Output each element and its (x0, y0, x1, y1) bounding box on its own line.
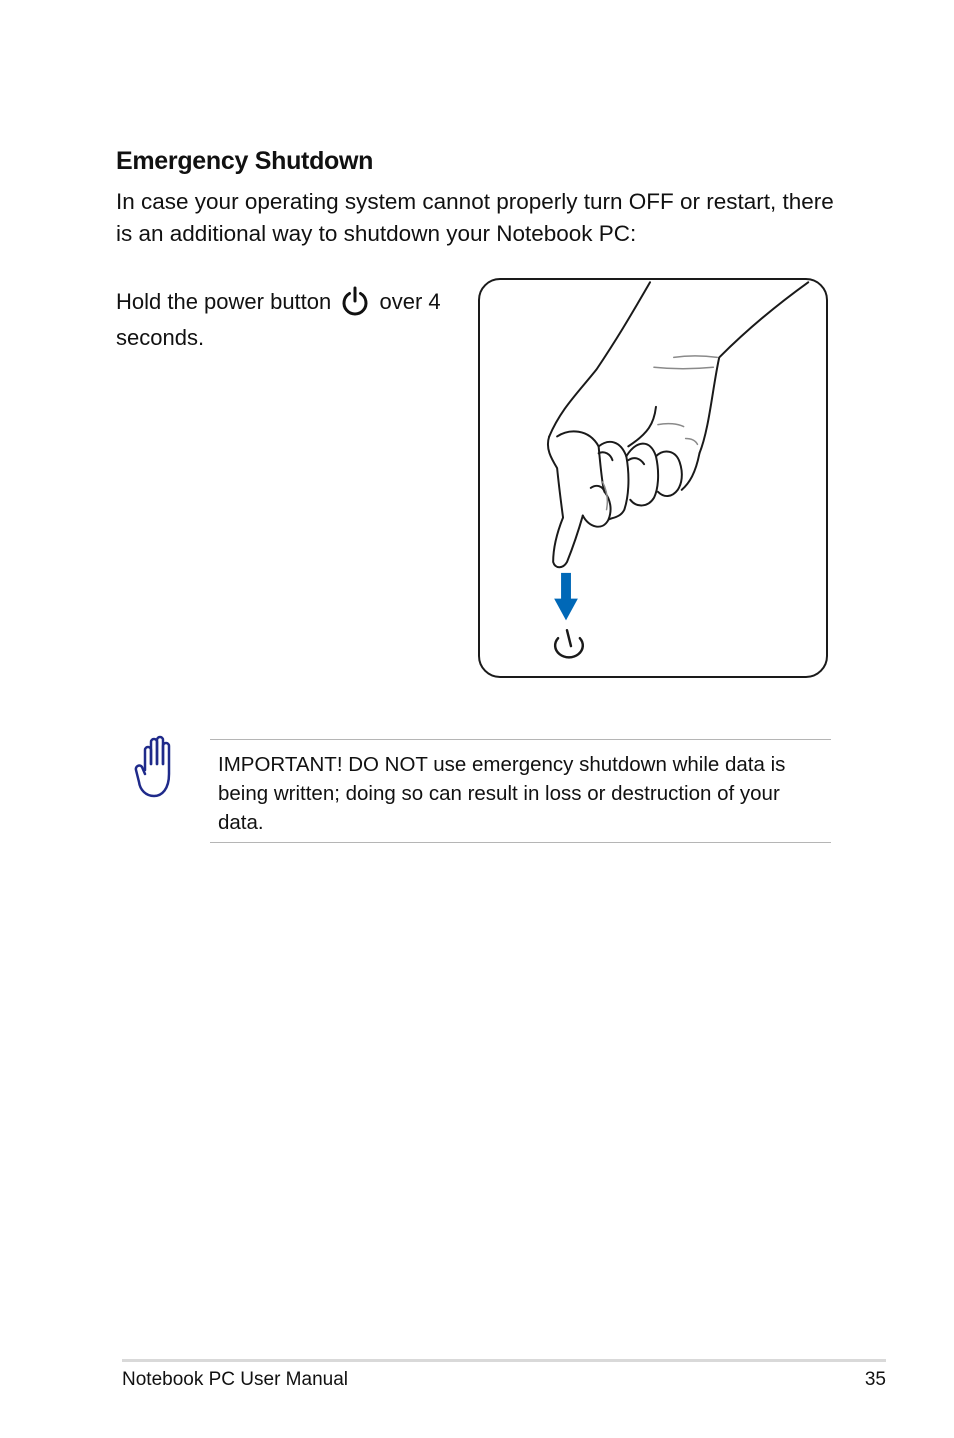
footer-title: Notebook PC User Manual (122, 1369, 348, 1390)
instruction-text-before: Hold the power button (116, 289, 332, 314)
power-icon (339, 285, 371, 317)
important-note-text: IMPORTANT! DO NOT use emergency shutdown while data is being written; doing so can result in loss or destruction of your data. (218, 753, 786, 834)
instruction-paragraph (116, 284, 476, 356)
footer-divider (122, 1359, 886, 1362)
figure-power-icon (555, 630, 583, 657)
hand-pressing-icon (480, 280, 826, 676)
instruction-text-after: over 4 seconds. (116, 289, 441, 350)
power-button-illustration (478, 278, 828, 678)
page-number: 35 (864, 1369, 886, 1390)
down-arrow-icon (554, 573, 578, 620)
section-heading: Emergency Shutdown (116, 147, 374, 175)
important-note (210, 739, 831, 843)
intro-paragraph: In case your operating system cannot properly turn OFF or restart, there is an additional way to shutdown your Notebook PC: (116, 189, 834, 246)
stop-hand-icon (132, 734, 182, 800)
